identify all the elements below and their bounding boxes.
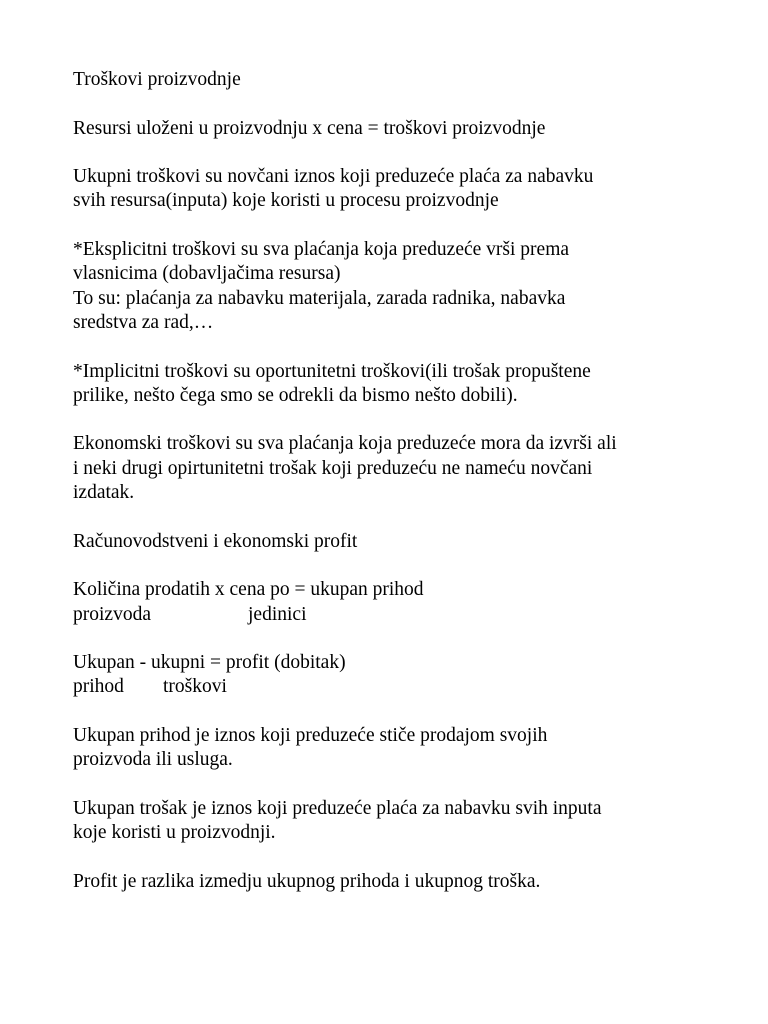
economic-costs-paragraph: Ekonomski troškovi su sva plaćanja koja preduzeće mora da izvrši ali i neki drugi opirtunitetni trošak koji preduzeću ne nameću novčani izdatak. bbox=[73, 433, 617, 504]
total-revenue-definition: Ukupan prihod je iznos koji preduzeće stiče prodajom svojih proizvoda ili usluga. bbox=[73, 725, 548, 771]
profit-formula-sublabels: prihod troškovi bbox=[73, 676, 227, 698]
document-body bbox=[73, 68, 713, 918]
total-costs-paragraph: Ukupni troškovi su novčani iznos koji preduzeće plaća za nabavku svih resursa(inputa) koje koristi u procesu proizvodnje bbox=[73, 166, 594, 212]
implicit-costs-paragraph: *Implicitni troškovi su oportunitetni troškovi(ili trošak propuštene prilike, nešto čega smo se odrekli da bismo nešto dobili). bbox=[73, 360, 591, 406]
revenue-formula: Količina prodatih x cena po = ukupan prihod proizvoda jedinici bbox=[73, 578, 713, 627]
total-cost-definition: Ukupan trošak je iznos koji preduzeće plaća za nabavku svih inputa koje koristi u proizvodnji. bbox=[73, 797, 602, 844]
explicit-costs-paragraph: *Eksplicitni troškovi su sva plaćanja koja preduzeće vrši prema vlasnicima (dobavljačima resursa) To su: plaćanja za nabavku materijala, zarada radnika, nabavka sredstva za rad,… bbox=[73, 239, 570, 333]
revenue-formula-sublabels: proizvoda jedinici bbox=[73, 603, 307, 625]
document-title: Troškovi proizvodnje bbox=[73, 69, 241, 90]
resources-formula: Resursi uloženi u proizvodnju x cena = troškovi proizvodnje bbox=[73, 117, 546, 139]
profit-definition: Profit je razlika izmedju ukupnog prihoda i ukupnog troška. bbox=[73, 870, 541, 892]
profit-heading: Računovodstveni i ekonomski profit bbox=[73, 530, 358, 552]
profit-formula: Ukupan - ukupni = profit (dobitak) prihod troškovi bbox=[73, 651, 713, 700]
